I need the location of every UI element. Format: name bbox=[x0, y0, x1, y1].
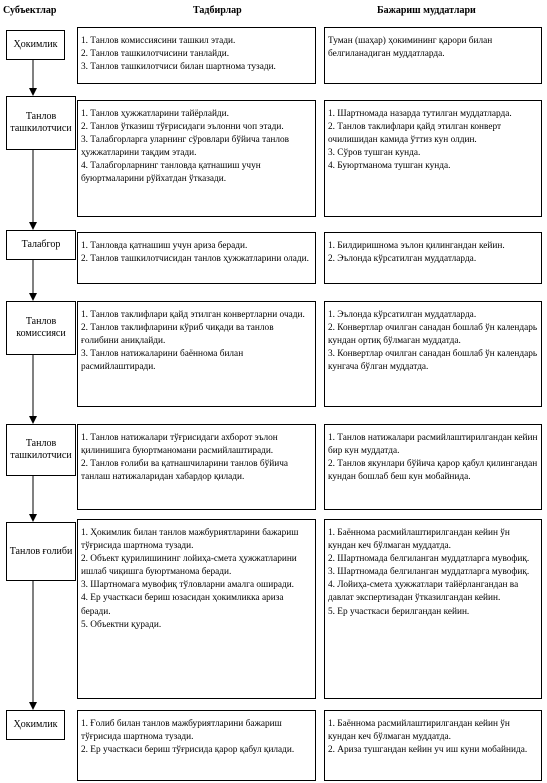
deadline-item: 2. Эълонда кўрсатилган муддатларда. bbox=[328, 254, 477, 265]
action-item: 2. Танлов таклифларини кўриб чиқади ва танлов ғолибини аниқлайди. bbox=[81, 323, 274, 347]
subject-label: Талабгор bbox=[21, 239, 61, 250]
actions-box bbox=[77, 100, 316, 217]
actions-box bbox=[77, 27, 316, 84]
subjects-column-header: Субъектлар bbox=[3, 5, 57, 16]
subject-label: Танлов ташкилотчиси bbox=[10, 111, 72, 134]
deadline-item: 1. Билдиришнома эълон қилингандан кейин. bbox=[328, 241, 505, 251]
subject-label: Ҳокимлик bbox=[13, 39, 58, 50]
deadlines-box bbox=[324, 100, 542, 217]
action-item: 2. Танлов ташкилотчисини танлайди. bbox=[81, 49, 230, 60]
actions-box bbox=[77, 301, 316, 407]
action-item: 1. Танлов натижалари тўғрисидаги ахборот эълон қилинишига буюртманомани расмийлаштиради. bbox=[81, 433, 278, 457]
deadlines-box bbox=[324, 710, 542, 781]
action-item: 3. Танлов ташкилотчиси билан шартнома тузади. bbox=[81, 62, 276, 73]
action-item: 4. Талабгорларнинг танловда қатнашиш учун буюртмаларини рўйхатдан ўтказади. bbox=[81, 161, 261, 185]
actions-box bbox=[77, 424, 316, 510]
subject-box bbox=[6, 230, 76, 260]
deadline-item: 1. Танлов натижалари расмийлаштирилгандан кейин бир кун муддатда. bbox=[328, 433, 538, 457]
action-item: 2. Объект қурилишининг лойиҳа-смета ҳужжатларини ишлаб чиқишга буюртманома беради. bbox=[81, 554, 297, 578]
deadline-item: 2. Танлов таклифлари қайд этилган конверт очилишидан камида ўттиз кун олдин. bbox=[328, 122, 502, 146]
deadline-item: 1. Эълонда кўрсатилган муддатларда. bbox=[328, 310, 477, 320]
deadline-item: 1. Баённома расмийлаштирилгандан кейин ўн кундан кеч бўлмаган муддатда. bbox=[328, 528, 510, 552]
action-item: 1. Танлов ҳужжатларини тайёрлайди. bbox=[81, 109, 229, 119]
subject-box bbox=[6, 710, 65, 740]
deadline-item: Туман (шаҳар) ҳокимининг қарори билан белгиланадиган муддатларда. bbox=[328, 36, 493, 60]
action-item: 3. Танлов натижаларини баённома билан расмийлаштиради. bbox=[81, 349, 244, 373]
deadline-item: 4. Буюртманома тушган кунда. bbox=[328, 161, 451, 172]
subject-label: Ҳокимлик bbox=[13, 719, 58, 730]
actions-box bbox=[77, 519, 316, 699]
action-item: 1. Ғолиб билан танлов мажбуриятларини бажариш тўғрисида шартнома тузади. bbox=[81, 719, 282, 743]
deadline-item: 5. Ер участкаси берилгандан кейин. bbox=[328, 606, 470, 617]
deadline-item: 3. Сўров тушган кунда. bbox=[328, 148, 421, 159]
action-item: 3. Шартномага мувофиқ тўловларни амалга оширади. bbox=[81, 580, 294, 591]
deadline-item: 2. Шартномада белгиланган муддатларга мувофиқ. bbox=[328, 554, 530, 565]
deadline-item: 2. Конвертлар очилган санадан бошлаб ўн календарь кундан ортиқ бўлмаган муддатда. bbox=[328, 323, 538, 347]
action-item: 2. Танлов ташкилотчисидан танлов ҳужжатларини олади. bbox=[81, 254, 309, 265]
action-item: 2. Танлов ғолиби ва қатнашчиларини танлов бўйича танлаш натижаларидан хабардор қилади. bbox=[81, 459, 289, 483]
action-item: 2. Танлов ўтказиш тўғрисидаги эълонни чоп этади. bbox=[81, 122, 284, 133]
subject-box bbox=[6, 522, 76, 581]
action-item: 1. Танлов таклифлари қайд этилган конвертларни очади. bbox=[81, 310, 305, 320]
deadline-item: 1. Шартномада назарда тутилган муддатларда. bbox=[328, 109, 512, 119]
action-item: 1. Ҳокимлик билан танлов мажбуриятларини бажариш тўғрисида шартнома тузади. bbox=[81, 528, 299, 552]
deadlines-box bbox=[324, 232, 542, 284]
actions-box bbox=[77, 710, 316, 781]
deadlines-box bbox=[324, 424, 542, 510]
deadlines-box bbox=[324, 301, 542, 407]
action-item: 5. Объектни қуради. bbox=[81, 619, 162, 630]
subject-label: Танлов ташкилотчиси bbox=[10, 438, 72, 461]
deadline-item: 3. Конвертлар очилган санадан бошлаб ўн календарь кунгача бўлган муддатда. bbox=[328, 349, 538, 373]
deadline-item: 2. Танлов якунлари бўйича қарор қабул қилингандан кундан бошлаб беш кун мобайнида. bbox=[328, 459, 538, 483]
deadline-item: 4. Лойиҳа-смета ҳужжатлари тайёрлангандан ва давлат экспертизадан ўтказилгандан кейин. bbox=[328, 580, 519, 604]
subject-box bbox=[6, 301, 76, 355]
subject-box bbox=[6, 96, 76, 150]
deadlines-column-header: Бажариш муддатлари bbox=[377, 5, 476, 16]
action-item: 4. Ер участкаси бериш юзасидан ҳокимликка ариза беради. bbox=[81, 593, 284, 617]
deadlines-box bbox=[324, 27, 542, 84]
subject-box bbox=[6, 30, 65, 60]
actions-box bbox=[77, 232, 316, 284]
deadline-item: 1. Баённома расмийлаштирилгандан кейин ўн кундан кеч бўлмаган муддатда. bbox=[328, 719, 510, 743]
deadlines-box bbox=[324, 519, 542, 699]
action-item: 1. Танловда қатнашиш учун ариза беради. bbox=[81, 241, 248, 251]
subject-box bbox=[6, 424, 76, 476]
deadline-item: 3. Шартномада белгиланган муддатларга мувофиқ. bbox=[328, 567, 530, 578]
deadline-item: 2. Ариза тушгандан кейин уч иш куни мобайнида. bbox=[328, 745, 528, 756]
subject-label: Танлов комиссияси bbox=[16, 316, 66, 339]
actions-column-header: Тадбирлар bbox=[193, 5, 242, 16]
subject-label: Танлов ғолиби bbox=[9, 545, 73, 557]
action-item: 3. Талабгорларга уларнинг сўровлари бўйича танлов ҳужжатларини тақдим этади. bbox=[81, 135, 290, 159]
action-item: 2. Ер участкаси бериш тўғрисида қарор қабул қилади. bbox=[81, 745, 295, 756]
action-item: 1. Танлов комиссиясини ташкил этади. bbox=[81, 36, 236, 46]
